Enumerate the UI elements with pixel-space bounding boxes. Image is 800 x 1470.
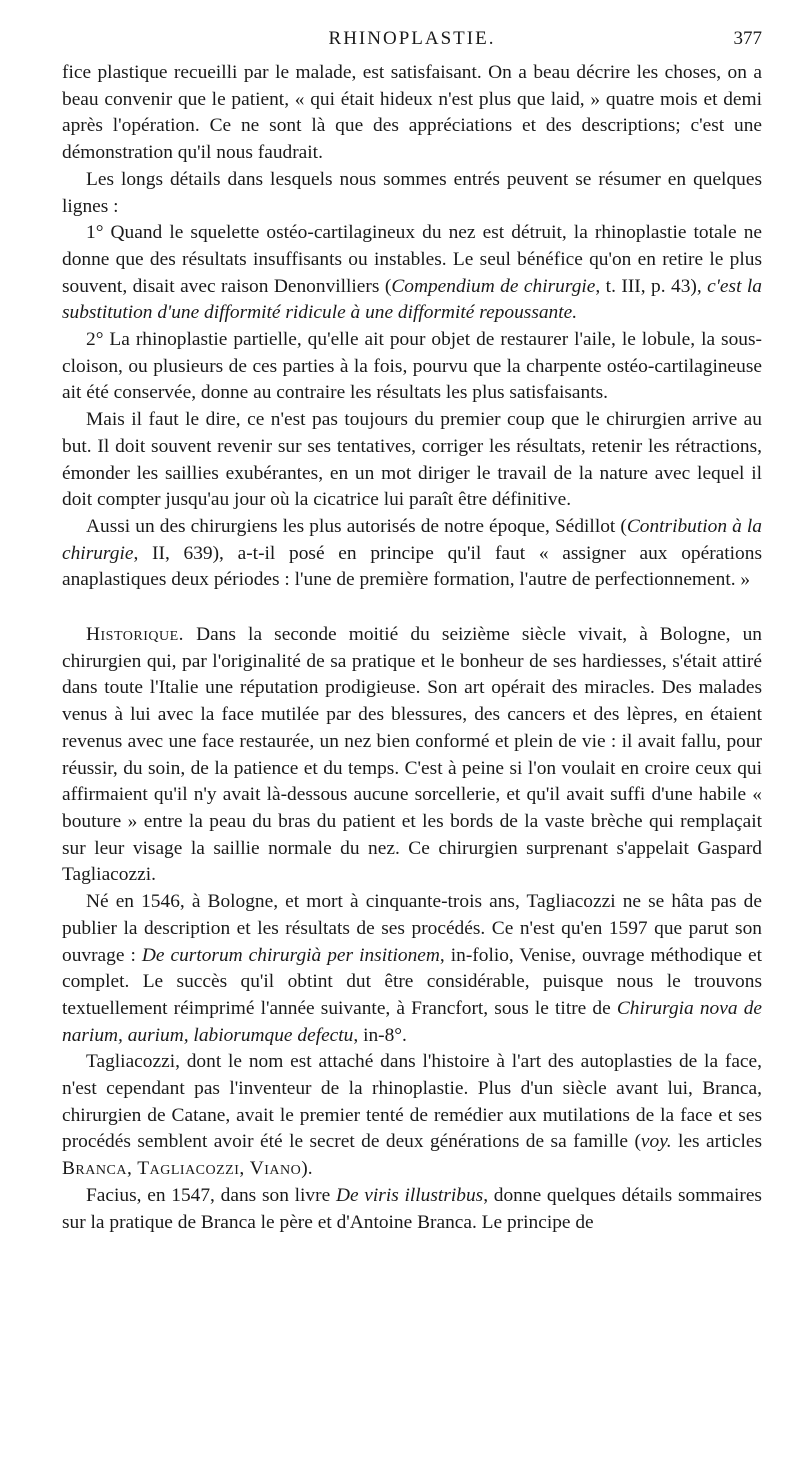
citation-title: De viris illustribus	[335, 1184, 484, 1206]
citation-title: Contribution à la chirurgie	[62, 515, 762, 564]
abbreviation: voy.	[640, 1131, 672, 1153]
paragraph-9: Tagliacozzi, dont le nom est attaché dans l'histoire à l'art des autoplasties de la face, n'est cependant pas l'inventeur de la rhinoplastie. Plus d'un siècle avant lui, Branca, chirurgien de Catane, avait le premier tenté de remédier aux mutilations de la face et ses procédés semblent avoir été le secret de deux générations de sa famille (voy. les articles Branca, Tagliacozzi, Viano).	[62, 1051, 762, 1180]
paragraph-8: Né en 1546, à Bologne, et mort à cinquante-trois ans, Tagliacozzi ne se hâta pas de publier la description et les résultats de ses procédés. Ce n'est qu'en 1597 que parut son ouvrage : De curtorum chirurgià per insitionem, in-folio, Venise, ouvrage méthodique et complet. Le succès qu'il obtint dut être considérable, puisque nous le trouvons textuellement réimprimé l'année suivante, à Francfort, sous le titre de Chirurgia nova de narium, aurium, labiorumque defectu, in-8°.	[62, 891, 762, 1046]
section-heading: Historique.	[86, 624, 184, 646]
paragraph-3: 1° Quand le squelette ostéo-cartilagineux du nez est détruit, la rhinoplastie totale ne donne que des résultats insuffisants ou instables. Le seul bénéfice qu'on en retire le plus souvent, disait avec raison Denonvilliers (Compendium de chirurgie, t. III, p. 43), c'est la substitution d'une difformité ridicule à une difformité repoussante.	[62, 222, 762, 324]
citation-title: Chirurgia nova de narium, aurium, labiorumque defectu	[62, 997, 762, 1046]
section-gap	[62, 594, 762, 622]
paragraph-5: Mais il faut le dire, ce n'est pas toujours du premier coup que le chirurgien arrive au but. Il doit souvent revenir sur ses tentatives, corriger les résultats, retenir les rétractions, émonder les saillies exubérantes, en un mot diriger le travail de la nature avec lequel il doit compter jusqu'au jour où la cicatrice lui paraît être définitive.	[62, 409, 762, 511]
paragraph-4: 2° La rhinoplastie partielle, qu'elle ait pour objet de restaurer l'aile, le lobule, la sous-cloison, ou plusieurs de ces parties à la fois, pourvu que la charpente ostéo-cartilagineuse ait été conservée, donne au contraire les résultats les plus satisfaisants.	[62, 329, 762, 404]
cross-references: Branca, Tagliacozzi, Viano	[62, 1158, 302, 1180]
citation-title: Compendium de chirurgie	[391, 275, 596, 297]
body-text	[62, 60, 762, 1236]
page-header	[62, 26, 762, 56]
paragraph-historique: Historique. Dans la seconde moitié du seizième siècle vivait, à Bologne, un chirurgien qui, par l'originalité de sa pratique et le bonheur de ses hardiesses, s'était attiré dans toute l'Italie une réputation prodigieuse. Son art opérait des miracles. Des malades venus à lui avec la face mutilée par des blessures, des cancers et des lèpres, en étaient revenus avec une face restaurée, un nez bien conformé et plein de vie : il avait fallu, pour réussir, du soin, de la patience et du temps. C'est à peine si l'on voulait en croire ceux qui affirmaient qu'il n'y avait là-dessous aucune sorcellerie, et qu'il avait suffi d'une habile « bouture » entre la peau du bras du patient et les bords de la vaste brèche qui remplaçait sur leur visage la saillie normale du nez. Ce chirurgien surprenant s'appelait Gaspard Tagliacozzi.	[62, 624, 762, 886]
quotation: c'est la substitution d'une difformité ridicule à une difformité repoussante.	[62, 275, 762, 324]
citation-title: De curtorum chirurgià per insitionem	[141, 944, 440, 966]
paragraph-2: Les longs détails dans lesquels nous sommes entrés peuvent se résumer en quelques lignes :	[62, 168, 762, 217]
paragraph-6: Aussi un des chirurgiens les plus autorisés de notre époque, Sédillot (Contribution à la chirurgie, II, 639), a-t-il posé en principe qu'il faut « assigner aux opérations anaplastiques deux périodes : l'une de première formation, l'autre de perfectionnement. »	[62, 515, 762, 591]
page-number: 377	[733, 28, 762, 49]
running-title: RHINOPLASTIE.	[328, 28, 496, 49]
paragraph-1: fice plastique recueilli par le malade, est satisfaisant. On a beau décrire les choses, on a beau convenir que le patient, « qui était hideux n'est plus que laid, » quatre mois et demi après l'opération. Ce ne sont là que des appréciations et des descriptions; c'est une démonstration qu'il nous faudrait.	[62, 62, 762, 164]
paragraph-10: Facius, en 1547, dans son livre De viris illustribus, donne quelques détails sommaires sur la pratique de Branca le père et d'Antoine Branca. Le principe de	[62, 1184, 762, 1233]
